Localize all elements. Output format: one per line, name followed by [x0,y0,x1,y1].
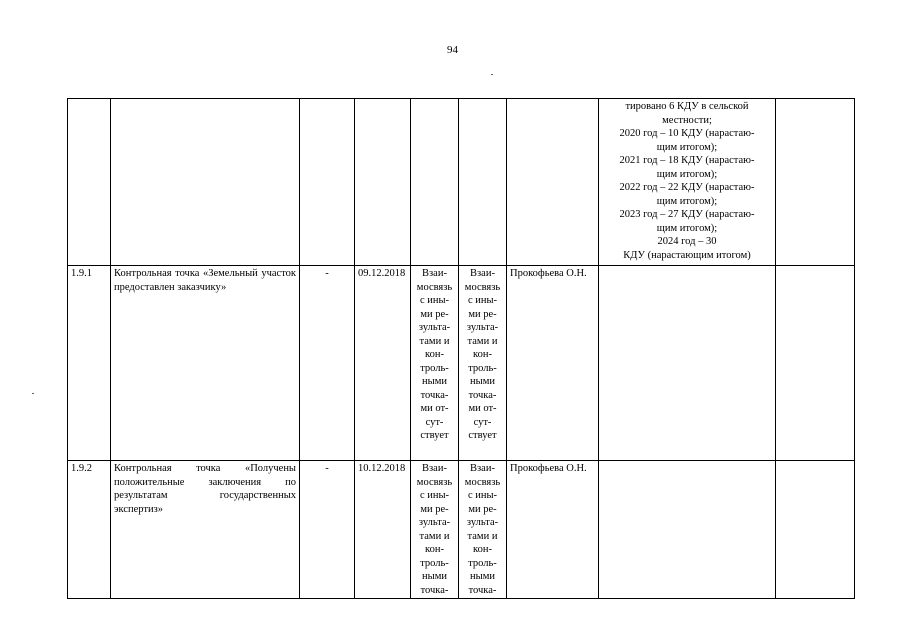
cell-relation [459,99,507,266]
cell-responsible [507,99,599,266]
cell-responsible: Прокофьева О.Н. [507,266,599,461]
cell-num: 1.9.1 [68,266,111,461]
cell-result: тировано 6 КДУ в сельской местности; 2020 год – 10 КДУ (нарастаю- щим итогом); 2021 год – 18 КДУ (нарастаю- щим итогом); 2022 год – 22 КДУ (нарастаю- щим итогом); 2023 год – 27 КДУ (нарастаю- щим итогом); 2024 год – 30 КДУ (нарастающим итогом) [599,99,776,266]
cell-date: 09.12.2018 [355,266,411,461]
table-row [68,266,855,461]
cell-name: Контрольная точка «Земельный участок предоставлен заказчику» [111,266,300,461]
scan-mark [491,74,493,75]
cell-result [599,266,776,461]
cell-name: Контрольная точка «Получены положительные заключения по результатам государственных экспертиз» [111,461,300,599]
cell-responsible: Прокофьева О.Н. [507,461,599,599]
table-row [68,461,855,599]
cell-last [776,99,855,266]
table-row [68,99,855,266]
page-number: 94 [447,44,458,56]
cell-name [111,99,300,266]
cell-relation: Взаи- мосвязь с ины- ми ре- зульта- тами и кон- троль- ными точка- [411,461,459,599]
cell-last [776,266,855,461]
cell-date [355,99,411,266]
cell-last [776,461,855,599]
scan-mark [32,393,34,394]
cell-date: 10.12.2018 [355,461,411,599]
plan-table [67,98,855,599]
cell-result [599,461,776,599]
cell-relation [411,99,459,266]
cell-mark: - [300,461,355,599]
cell-num: 1.9.2 [68,461,111,599]
cell-mark: - [300,266,355,461]
cell-num [68,99,111,266]
cell-mark [300,99,355,266]
cell-relation: Взаи- мосвязь с ины- ми ре- зульта- тами и кон- троль- ными точка- ми от- сут- ствует [459,266,507,461]
cell-relation: Взаи- мосвязь с ины- ми ре- зульта- тами и кон- троль- ными точка- [459,461,507,599]
cell-relation: Взаи- мосвязь с ины- ми ре- зульта- тами и кон- троль- ными точка- ми от- сут- ствует [411,266,459,461]
